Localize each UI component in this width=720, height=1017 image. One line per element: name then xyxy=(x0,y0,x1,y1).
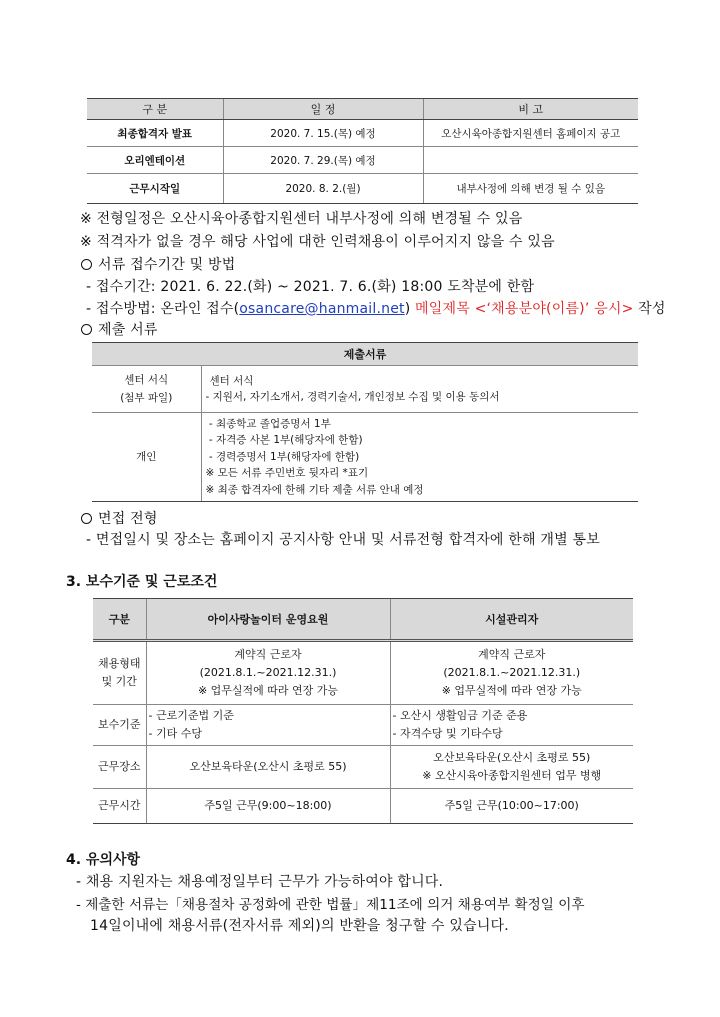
caution-line-2: - 제출한 서류는「채용절차 공정화에 관한 법률」제11조에 의거 채용여부 확정일 이후 xyxy=(76,897,585,913)
schedule-date: 2020. 7. 29.(목) 예정 xyxy=(223,147,423,174)
conditions-cell-line: 오산보육타운(오산시 초평로 55) xyxy=(189,760,347,773)
conditions-label xyxy=(93,746,146,789)
circle-bullet-icon xyxy=(81,259,92,270)
doc-label-line: 개인 xyxy=(136,451,157,463)
schedule-header-row xyxy=(87,99,638,120)
section4-title: 4. 유의사항 xyxy=(66,852,141,868)
conditions-cell-line: 오산보육타운(오산시 초평로 55) xyxy=(433,751,591,764)
conditions-header-facility-manager: 시설관리자 xyxy=(390,599,633,641)
conditions-label xyxy=(93,641,146,705)
doc-label-personal xyxy=(92,413,201,502)
schedule-header-date: 일 정 xyxy=(223,99,423,120)
doc-content-personal xyxy=(201,413,638,502)
doc-content-line: - 자격증 사본 1부(해당자에 한함) xyxy=(205,434,363,447)
conditions-label-line: 보수기준 xyxy=(97,718,141,731)
schedule-note: 내부사정에 의해 변경 될 수 있음 xyxy=(423,174,638,204)
doc-content-center-form xyxy=(201,366,638,413)
doc-content-line: - 지원서, 자기소개서, 경력기술서, 개인정보 수집 및 이용 동의서 xyxy=(205,391,500,403)
doc-label-line: 센터 서식 xyxy=(124,374,169,386)
conditions-cell xyxy=(390,641,633,705)
conditions-cell xyxy=(390,705,633,746)
conditions-cell xyxy=(146,746,390,789)
schedule-date: 2020. 8. 2.(월) xyxy=(223,174,423,204)
schedule-label: 최종합격자 발표 xyxy=(87,120,223,147)
schedule-label: 오리엔테이션 xyxy=(87,147,223,174)
table-row xyxy=(87,120,638,147)
circle-bullet-icon xyxy=(81,513,92,524)
documents-heading xyxy=(80,319,158,339)
conditions-label-line: 근무장소 xyxy=(97,760,141,773)
schedule-header-category: 구 분 xyxy=(87,99,223,120)
conditions-cell-line: 주5일 근무(9:00~18:00) xyxy=(204,799,332,812)
submission-method xyxy=(86,298,666,318)
doc-content-line: - 경력증명서 1부(해당자에 한함) xyxy=(205,450,360,463)
schedule-note xyxy=(423,147,638,174)
section3-title: 3. 보수기준 및 근로조건 xyxy=(66,574,218,590)
conditions-header-playground-staff: 아이사랑놀이터 운영요원 xyxy=(146,599,390,641)
circle-bullet-icon xyxy=(81,324,92,335)
conditions-cell-line: ※ 업무실적에 따라 연장 가능 xyxy=(441,684,582,697)
conditions-header-row xyxy=(93,599,633,641)
note-schedule-change: ※ 전형일정은 오산시육아종합지원센터 내부사정에 의해 변경될 수 있음 xyxy=(80,211,523,227)
interview-heading xyxy=(80,508,158,528)
conditions-cell xyxy=(146,705,390,746)
doc-content-line: ※ 모든 서류 주민번호 뒷자리 *표기 xyxy=(205,467,369,480)
conditions-cell-line: ※ 오산시육아종합지원센터 업무 병행 xyxy=(422,769,602,782)
schedule-note: 오산시육아종합지원센터 홈페이지 공고 xyxy=(423,120,638,147)
doc-content-line: ※ 최종 합격자에 한해 기타 제출 서류 안내 예정 xyxy=(205,483,424,496)
conditions-cell-line: (2021.8.1.~2021.12.31.) xyxy=(443,666,581,679)
table-row xyxy=(92,413,638,502)
doc-label-line: (첨부 파일) xyxy=(120,392,173,404)
conditions-cell-line: 주5일 근무(10:00~17:00) xyxy=(444,799,579,812)
conditions-cell xyxy=(390,746,633,789)
conditions-label-line: 채용형태 xyxy=(97,657,141,670)
conditions-label xyxy=(93,705,146,746)
conditions-cell-line: - 오산시 생활임금 기준 준용 xyxy=(392,709,528,722)
doc-content-line: 센터 서식 xyxy=(209,374,254,387)
submission-heading xyxy=(80,254,235,274)
documents-heading-text: 제출 서류 xyxy=(98,322,158,338)
conditions-cell-line: ※ 업무실적에 따라 연장 가능 xyxy=(197,684,339,697)
schedule-header-note: 비 고 xyxy=(423,99,638,120)
conditions-cell xyxy=(146,789,390,824)
conditions-label xyxy=(93,789,146,824)
table-row xyxy=(93,746,633,789)
table-row xyxy=(93,705,633,746)
conditions-table xyxy=(93,598,633,824)
table-row xyxy=(92,366,638,413)
note-no-candidate: ※ 적격자가 없을 경우 해당 사업에 대한 인력채용이 이루어지지 않을 수 있음 xyxy=(80,234,555,250)
conditions-cell-line: 계약직 근로자 xyxy=(478,648,546,661)
submission-method-prefix: - 접수방법: 온라인 접수( xyxy=(86,301,240,317)
conditions-cell xyxy=(146,641,390,705)
schedule-date: 2020. 7. 15.(목) 예정 xyxy=(223,120,423,147)
conditions-cell-line: 계약직 근로자 xyxy=(234,648,302,661)
conditions-label-line: 근무시간 xyxy=(97,799,141,812)
conditions-cell-line: - 근로기준법 기준 xyxy=(148,709,234,722)
schedule-table xyxy=(87,98,638,204)
conditions-cell xyxy=(390,789,633,824)
doc-label-center-form xyxy=(92,366,201,413)
conditions-cell-line: - 기타 수당 xyxy=(148,727,202,740)
documents-table-header: 제출서류 xyxy=(92,343,638,366)
table-row xyxy=(93,789,633,824)
caution-line-1: - 채용 지원자는 채용예정일부터 근무가 가능하여야 합니다. xyxy=(76,874,444,890)
table-row xyxy=(93,641,633,705)
conditions-cell-line: (2021.8.1.~2021.12.31.) xyxy=(199,666,337,679)
submission-method-close: ) xyxy=(404,301,411,317)
conditions-header-category: 구분 xyxy=(93,599,146,641)
interview-heading-text: 면접 전형 xyxy=(98,511,158,527)
documents-header-row xyxy=(92,343,638,366)
submission-heading-text: 서류 접수기간 및 방법 xyxy=(98,257,236,273)
mail-subject-instruction: 메일제목 <‘채용분야(이름)’ 응시> xyxy=(415,301,634,317)
doc-content-line: - 최종학교 졸업증명서 1부 xyxy=(205,417,331,430)
documents-table xyxy=(92,342,638,502)
submission-method-suffix: 작성 xyxy=(638,301,666,317)
table-row xyxy=(87,147,638,174)
schedule-label: 근무시작일 xyxy=(87,174,223,204)
conditions-label-line: 및 기간 xyxy=(101,675,137,688)
caution-line-3: 14일이내에 채용서류(전자서류 제외)의 반환을 청구할 수 있습니다. xyxy=(90,918,509,934)
email-link[interactable]: osancare@hanmail.net xyxy=(239,301,405,317)
submission-period: - 접수기간: 2021. 6. 22.(화) ~ 2021. 7. 6.(화) 18:00 도착분에 한함 xyxy=(86,279,535,295)
conditions-cell-line: - 자격수당 및 기타수당 xyxy=(392,727,503,740)
table-row xyxy=(87,174,638,204)
interview-text: - 면접일시 및 장소는 홈페이지 공지사항 안내 및 서류전형 합격자에 한해 개별 통보 xyxy=(86,532,600,548)
